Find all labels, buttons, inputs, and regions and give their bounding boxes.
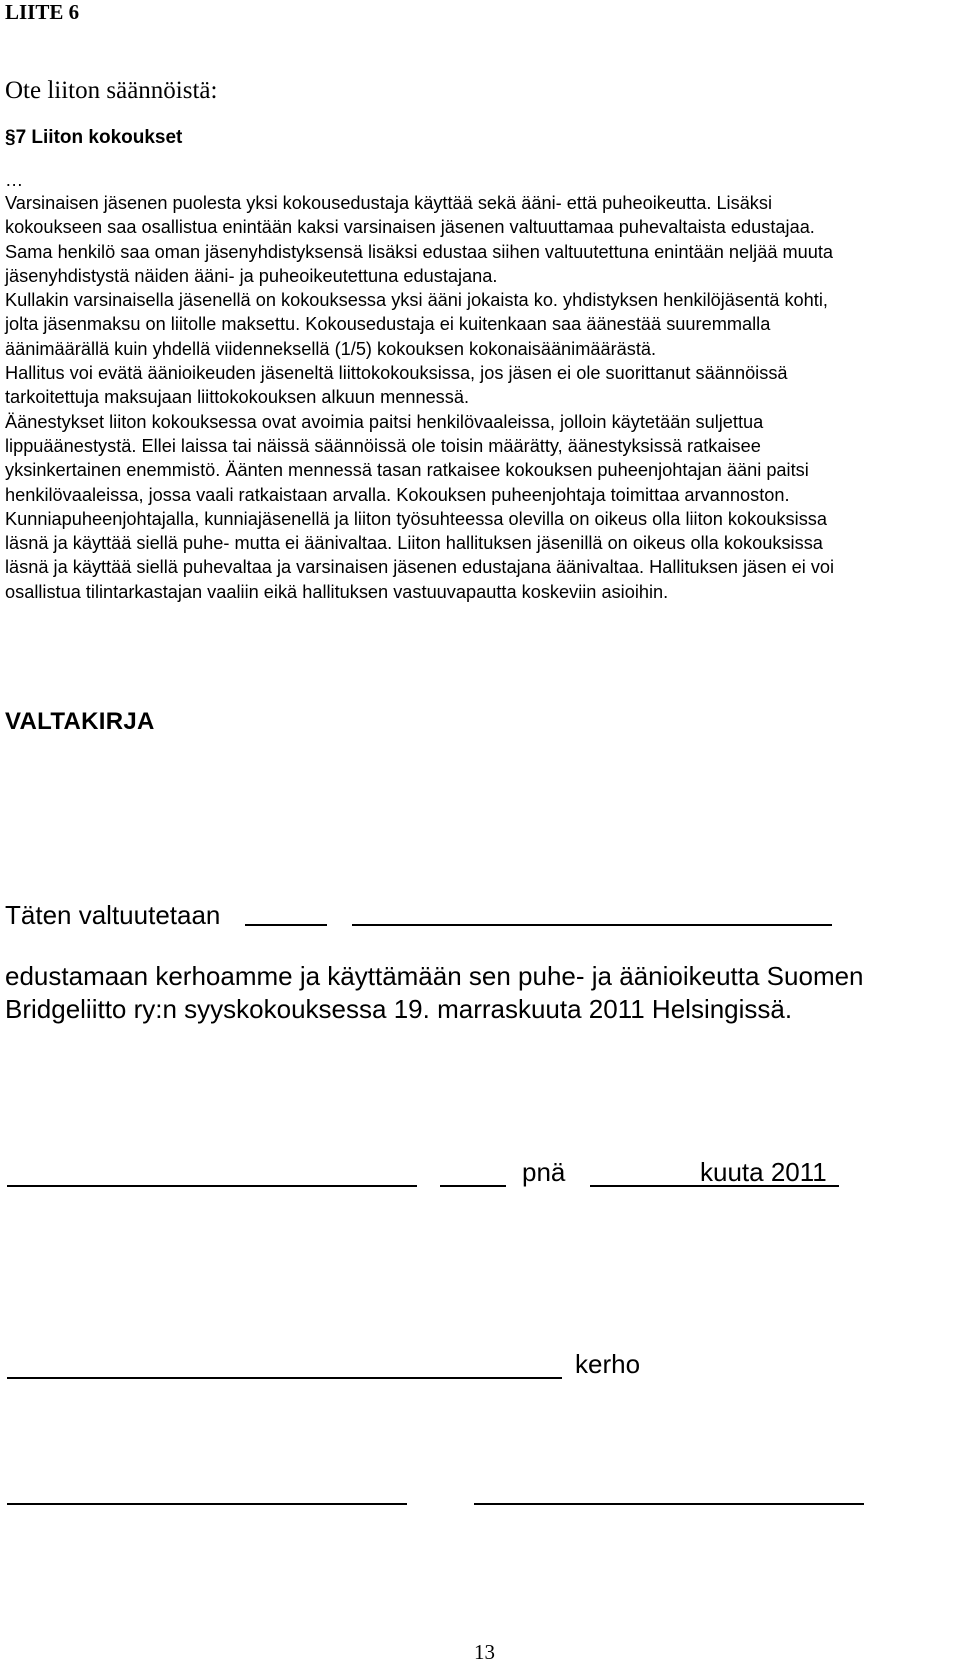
text-line: jäsenyhdistystä näiden ääni- ja puheoikeutettuna edustajana.	[5, 265, 498, 286]
text-line: henkilövaaleissa, jossa vaali ratkaistaan arvalla. Kokouksen puheenjohtaja toimittaa arvannoston.	[5, 484, 790, 505]
text-line: läsnä ja käyttää siellä puhe- mutta ei äänivaltaa. Liiton hallituksen jäsenillä on oikeus olla kokouksissa	[5, 533, 823, 554]
proxy-purpose	[5, 960, 864, 1026]
club-label: kerho	[575, 1349, 641, 1379]
text-line: Kunniapuheenjohtajalla, kunniajäsenellä ja liiton työsuhteessa olevilla on oikeus olla liiton kokouksissa	[5, 508, 827, 529]
page-number: 13	[474, 1640, 495, 1664]
text-line: Äänestykset liiton kokouksessa ovat avoimia paitsi henkilövaaleissa, jolloin käytetään suljettua	[5, 411, 764, 432]
rules-paragraph	[5, 170, 835, 604]
text-line: Kullakin varsinaisella jäsenellä on kokouksessa yksi ääni jokaista ko. yhdistyksen henkilöjäsentä kohti,	[5, 290, 828, 311]
text-line: jolta jäsenmaksu on liitolle maksettu. Kokousedustaja ei kuitenkaan saa äänestää suuremmalla	[5, 314, 771, 335]
purpose-line: Bridgeliitto ry:n syyskokouksessa 19. marraskuuta 2011 Helsingissä.	[5, 994, 793, 1024]
section-title: §7 Liiton kokoukset	[5, 127, 183, 148]
representative-name-field[interactable]	[245, 924, 327, 926]
text-line: Hallitus voi evätä äänioikeuden jäseneltä liittokokouksissa, jos jäsen ei ole suorittanut säännöissä	[5, 363, 788, 384]
representative-name-field-underline[interactable]	[352, 924, 832, 926]
club-name-field[interactable]	[7, 1377, 562, 1379]
text-line: tarkoitettuja maksujaan liittokokouksen alkuun mennessä.	[5, 387, 470, 408]
name-clarification-field[interactable]	[474, 1503, 864, 1505]
text-line: kokoukseen saa osallistua enintään kaksi varsinaisen jäsenen valtuuttamaa puhevaltaista edustajaa.	[5, 217, 815, 238]
text-line: läsnä ja käyttää siellä puhevaltaa ja varsinaisen jäsenen edustajana äänivaltaa. Hallituksen jäsen ei voi	[5, 557, 835, 578]
purpose-line: edustamaan kerhoamme ja käyttämään sen puhe- ja äänioikeutta Suomen	[5, 961, 864, 991]
excerpt-title: Ote liiton säännöistä:	[5, 77, 218, 104]
month-label: kuuta 2011	[700, 1157, 827, 1187]
text-line: äänimäärällä kuin yhdellä viidenneksellä (1/5) kokouksen kokonaisäänimäärästä.	[5, 338, 657, 359]
month-label-underline	[700, 1185, 839, 1187]
authorize-label: Täten valtuutetaan	[5, 900, 221, 930]
day-label: pnä	[522, 1157, 566, 1187]
text-line: Sama henkilö saa oman jäsenyhdistyksensä lisäksi edustaa siihen valtuutettuna enintään neljää muuta	[5, 241, 834, 262]
day-field[interactable]	[440, 1185, 506, 1187]
text-line: yksinkertainen enemmistö. Äänten mennessä tasan ratkaisee kokouksen puheenjohtajan ääni paitsi	[5, 460, 809, 481]
text-line: Varsinaisen jäsenen puolesta yksi kokousedustaja käyttää sekä ääni- että puheoikeutta. Lisäksi	[5, 193, 773, 213]
appendix-label: LIITE 6	[5, 0, 80, 24]
signature-field[interactable]	[7, 1503, 407, 1505]
proxy-title: VALTAKIRJA	[5, 708, 155, 735]
place-field[interactable]	[7, 1185, 417, 1187]
month-field[interactable]	[590, 1185, 700, 1187]
text-line: osallistua tilintarkastajan vaaliin eikä hallituksen vastuuvapautta koskeviin asioihin.	[5, 581, 669, 602]
text-line: …	[5, 170, 24, 190]
text-line: lippuäänestystä. Ellei laissa tai näissä säännöissä ole toisin määrätty, äänestyksissä ratkaisee	[5, 435, 761, 456]
